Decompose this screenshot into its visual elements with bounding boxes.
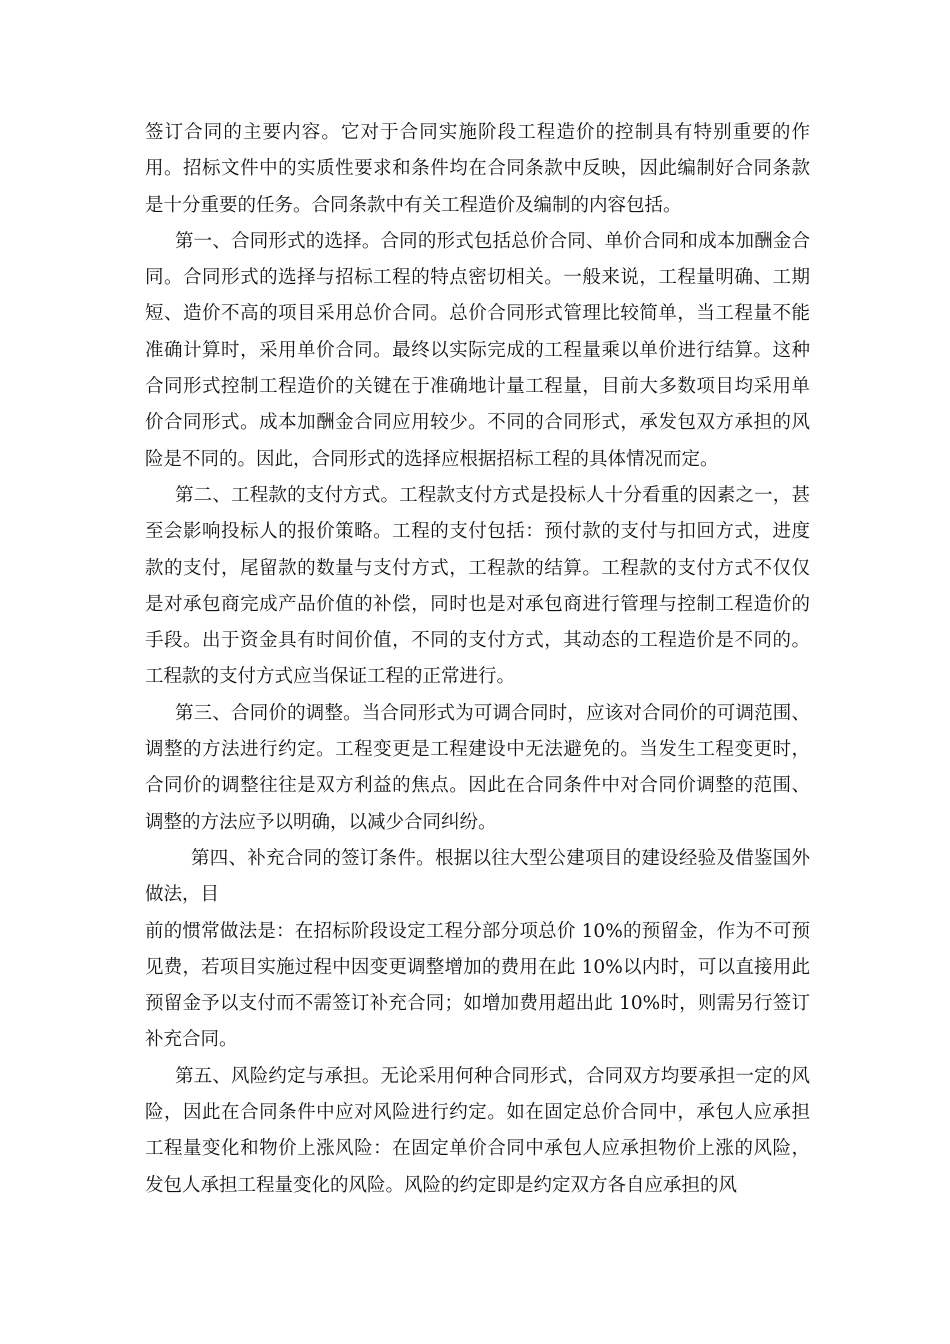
paragraph-price-adjustment: 第三、合同价的调整。当合同形式为可调合同时，应该对合同价的可调范围、调整的方法进行约定。工程变更是工程建设中无法避免的。当发生工程变更时，合同价的调整往往是双方利益的焦点。因此在合同条件中对合同价调整的范围、调整的方法应予以明确，以减少合同纠纷。 bbox=[145, 702, 810, 833]
paragraph-payment-method: 第二、工程款的支付方式。工程款支付方式是投标人十分看重的因素之一，甚至会影响投标人的报价策略。工程的支付包括：预付款的支付与扣回方式，进度款的支付，尾留款的数量与支付方式，工程款的结算。工程款的支付方式不仅仅是对承包商完成产品价值的补偿，同时也是对承包商进行管理与控制工程造价的手段。出于资金具有时间价值，不同的支付方式，其动态的工程造价是不同的。工程款的支付方式应当保证工程的正常进行。 bbox=[145, 484, 810, 688]
document-body bbox=[145, 115, 810, 1204]
paragraph-contract-content-intro: 签订合同的主要内容。它对于合同实施阶段工程造价的控制具有特别重要的作用。招标文件中的实质性要求和条件均在合同条款中反映，因此编制好合同条款是十分重要的任务。合同条款中有关工程造价及编制的内容包括。 bbox=[145, 122, 810, 216]
paragraph-contract-form: 第一、合同形式的选择。合同的形式包括总价合同、单价合同和成本加酬金合同。合同形式的选择与招标工程的特点密切相关。一般来说，工程量明确、工期短、造价不高的项目采用总价合同。总价合同形式管理比较简单，当工程量不能准确计算时，采用单价合同。最终以实际完成的工程量乘以单价进行结算。这种合同形式控制工程造价的关键在于准确地计量工程量，目前大多数项目均采用单价合同形式。成本加酬金合同应用较少。不同的合同形式，承发包双方承担的风险是不同的。因此，合同形式的选择应根据招标工程的具体情况而定。 bbox=[145, 230, 810, 470]
paragraph-risk-agreement: 第五、风险约定与承担。无论采用何种合同形式，合同双方均要承担一定的风险，因此在合同条件中应对风险进行约定。如在固定总价合同中，承包人应承担工程量变化和物价上涨风险：在固定单价合同中承包人应承担物价上涨的风险，发包人承担工程量变化的风险。风险的约定即是约定双方各自应承担的风 bbox=[145, 1065, 810, 1196]
paragraph-supplementary-contract-continued: 前的惯常做法是：在招标阶段设定工程分部分项总价 10%的预留金，作为不可预见费，若项目实施过程中因变更调整增加的费用在此 10%以内时，可以直接用此预留金予以支付而不需签订补充合同；如增加费用超出此 10%时，则需另行签订补充合同。 bbox=[145, 920, 810, 1051]
paragraph-supplementary-contract: 第四、补充合同的签订条件。根据以往大型公建项目的建设经验及借鉴国外做法，目 bbox=[145, 847, 810, 906]
